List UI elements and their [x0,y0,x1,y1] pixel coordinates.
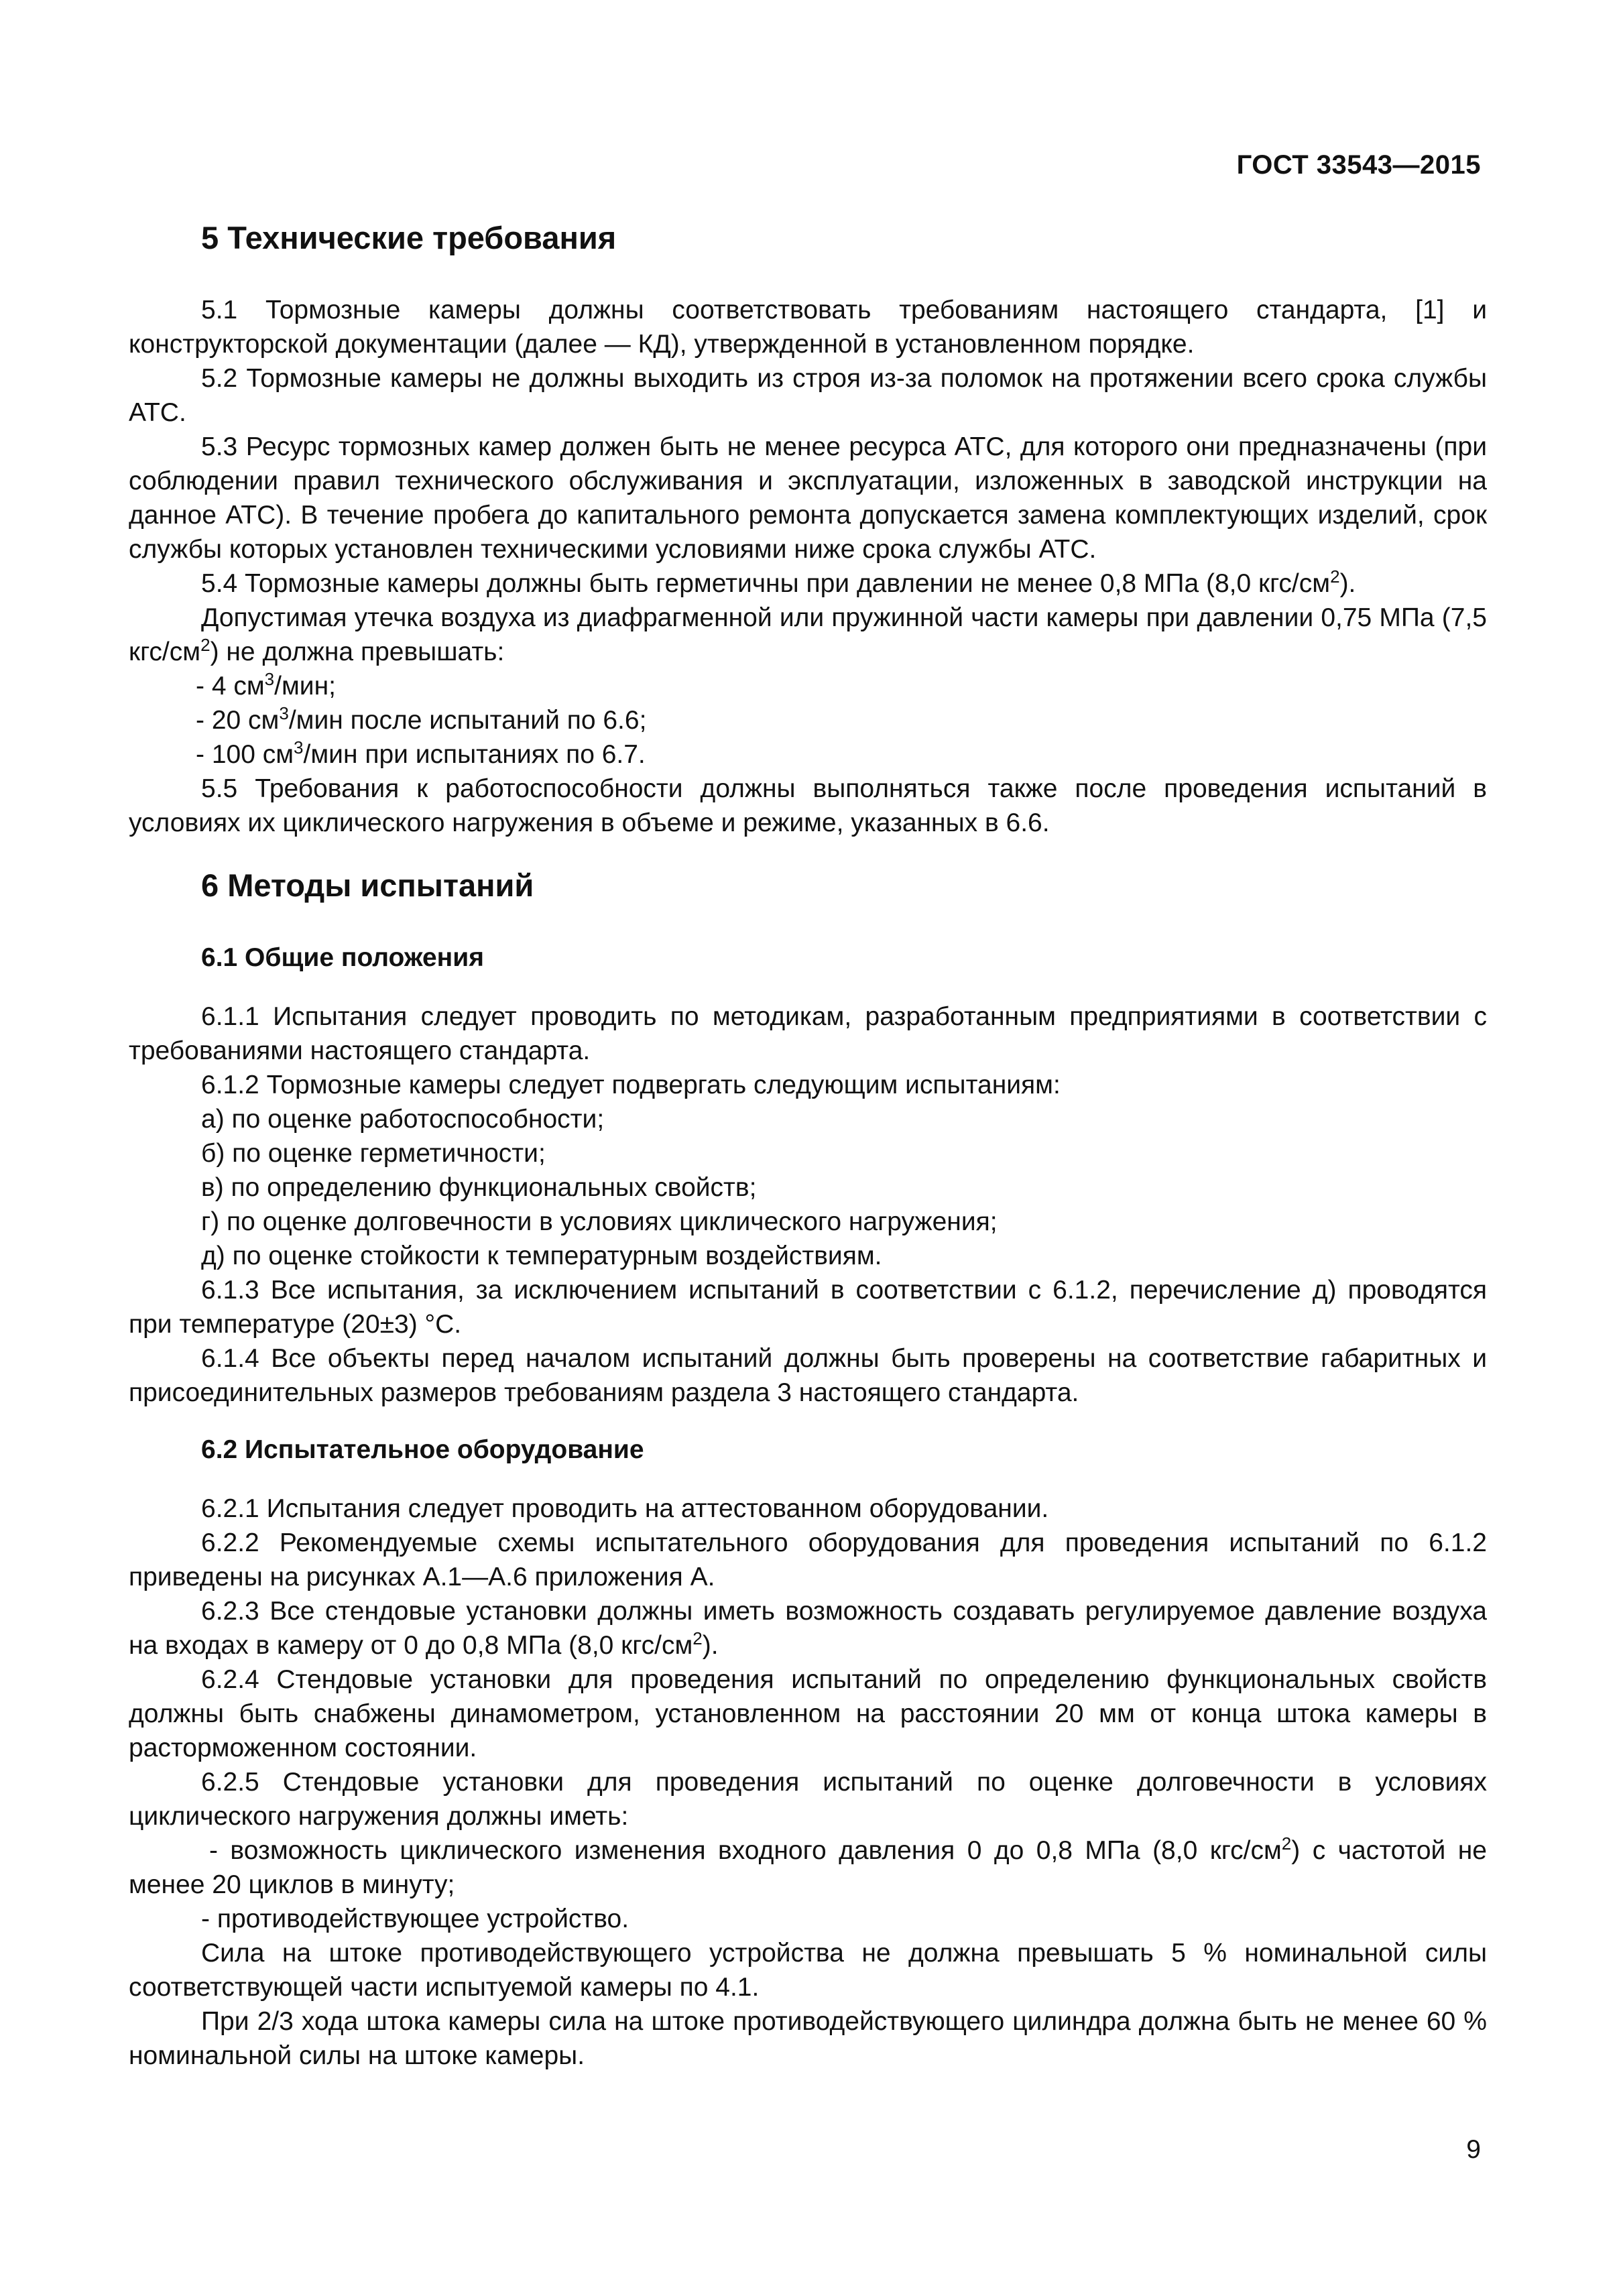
superscript: 3 [279,703,289,723]
list-item: б) по оценке герметичности; [201,1139,546,1168]
paragraph-6-1-4: 6.1.4 Все объекты перед началом испытаний должны быть проверены на соответствие габаритных и присоединительных размеров требованиям раздела 3 настоящего стандарта. [129,1344,1487,1407]
text: ). [1339,569,1356,598]
page-number: 9 [1466,2135,1481,2164]
list-item: а) по оценке работоспособности; [201,1105,605,1134]
paragraph-6-1-1: 6.1.1 Испытания следует проводить по методикам, разработанным предприятиями в соответствии с требованиями настоящего стандарта. [129,1002,1487,1065]
paragraph-5-5: 5.5 Требования к работоспособности должны выполняться также после проведения испытаний в условиях их циклического нагружения в объеме и режиме, указанных в 6.6. [129,774,1487,837]
text: 6.2.3 Все стендовые установки должны иметь возможность создавать регулируемое давление воздуха на входах в камеру от 0 до 0,8 МПа (8,0 кгс/см [129,1597,1487,1660]
paragraph-6-2-4: 6.2.4 Стендовые установки для проведения испытаний по определению функциональных свойств должны быть снабжены динамометром, установленном на расстоянии 20 мм от конца штока камеры в расторможенном состоянии. [129,1665,1487,1762]
text: Допустимая утечка воздуха из диафрагменной или пружинной части камеры при давлении 0,75 МПа (7,5 кгс/см [129,603,1487,666]
subsection-6-1-title: 6.1 Общие положения [201,943,484,972]
superscript: 3 [264,669,275,689]
text: 5.4 Тормозные камеры должны быть герметичны при давлении не менее 0,8 МПа (8,0 кгс/см [201,569,1331,598]
paragraph-6-1-3: 6.1.3 Все испытания, за исключением испытаний в соответствии с 6.1.2, перечисление д) проводятся при температуре (20±3) °С. [129,1276,1487,1339]
list-item: г) по оценке долговечности в условиях циклического нагружения; [201,1207,998,1236]
paragraph-6-2-3 [129,1594,1487,1663]
paragraph-force-2: При 2/3 хода штока камеры сила на штоке противодействующего цилиндра должна быть не менее 60 % номинальной силы на штоке камеры. [129,2007,1487,2070]
superscript: 2 [1330,566,1340,587]
paragraph-5-4 [129,566,1487,601]
text: - 100 см [196,740,294,769]
text: /мин после испытаний по 6.6; [288,706,647,735]
superscript: 2 [693,1628,703,1648]
paragraph-6-1-2: 6.1.2 Тормозные камеры следует подвергать следующим испытаниям: [201,1071,1061,1099]
paragraph-leak [129,601,1487,669]
page-content [129,218,1487,2073]
paragraph-force-1: Сила на штоке противодействующего устройства не должна превышать 5 % номинальной силы соответствующей части испытуемой камеры по 4.1. [129,1939,1487,2002]
paragraph-6-2-1: 6.2.1 Испытания следует проводить на аттестованном оборудовании. [201,1494,1049,1523]
section-6-title: 6 Методы испытаний [201,867,534,903]
list-item [129,737,1487,772]
text: ) с частотой не менее 20 циклов в минуту; [129,1836,1487,1899]
subsection-6-2-title: 6.2 Испытательное оборудование [201,1435,644,1464]
paragraph-6-2-2: 6.2.2 Рекомендуемые схемы испытательного оборудования для проведения испытаний по 6.1.2 приведены на рисунках А.1—А.6 приложения А. [129,1528,1487,1591]
text: - 4 см [196,672,265,701]
spacer [129,840,1487,865]
superscript: 2 [200,635,211,655]
text: ). [702,1631,719,1660]
document-number: ГОСТ 33543—2015 [1236,150,1481,180]
text: ) не должна превышать: [210,638,505,666]
text: /мин при испытаниях по 6.7. [303,740,646,769]
superscript: 2 [1281,1833,1292,1854]
text: - 20 см [196,706,280,735]
paragraph-5-2: 5.2 Тормозные камеры не должны выходить из строя из-за поломок на протяжении всего срока службы АТС. [129,364,1487,427]
list-item: в) по определению функциональных свойств; [201,1173,757,1202]
list-item [129,669,1487,703]
paragraph-6-2-5: 6.2.5 Стендовые установки для проведения испытаний по оценке долговечности в условиях циклического нагружения должны иметь: [129,1768,1487,1831]
list-item [129,1833,1487,1902]
list-item: д) по оценке стойкости к температурным воздействиям. [201,1242,882,1270]
list-item [129,703,1487,737]
spacer [129,1410,1487,1416]
list-item: - противодействующее устройство. [201,1905,629,1933]
superscript: 3 [294,737,304,758]
paragraph-5-3: 5.3 Ресурс тормозных камер должен быть не менее ресурса АТС, для которого они предназначены (при соблюдении правил технического обслуживания и эксплуатации, изложенных в заводской инструкции на данное АТС). В течение пробега до капитального ремонта допускается замена комплектующих изделий, срок службы которых установлен техническими условиями ниже срока службы АТС. [129,432,1487,564]
section-5-title: 5 Технические требования [201,220,617,255]
paragraph-5-1: 5.1 Тормозные камеры должны соответствовать требованиям настоящего стандарта, [1] и конструкторской документации (далее — КД), утвержденной в установленном порядке. [129,296,1487,359]
text: /мин; [274,672,336,701]
text: - возможность циклического изменения входного давления 0 до 0,8 МПа (8,0 кгс/см [209,1836,1282,1865]
